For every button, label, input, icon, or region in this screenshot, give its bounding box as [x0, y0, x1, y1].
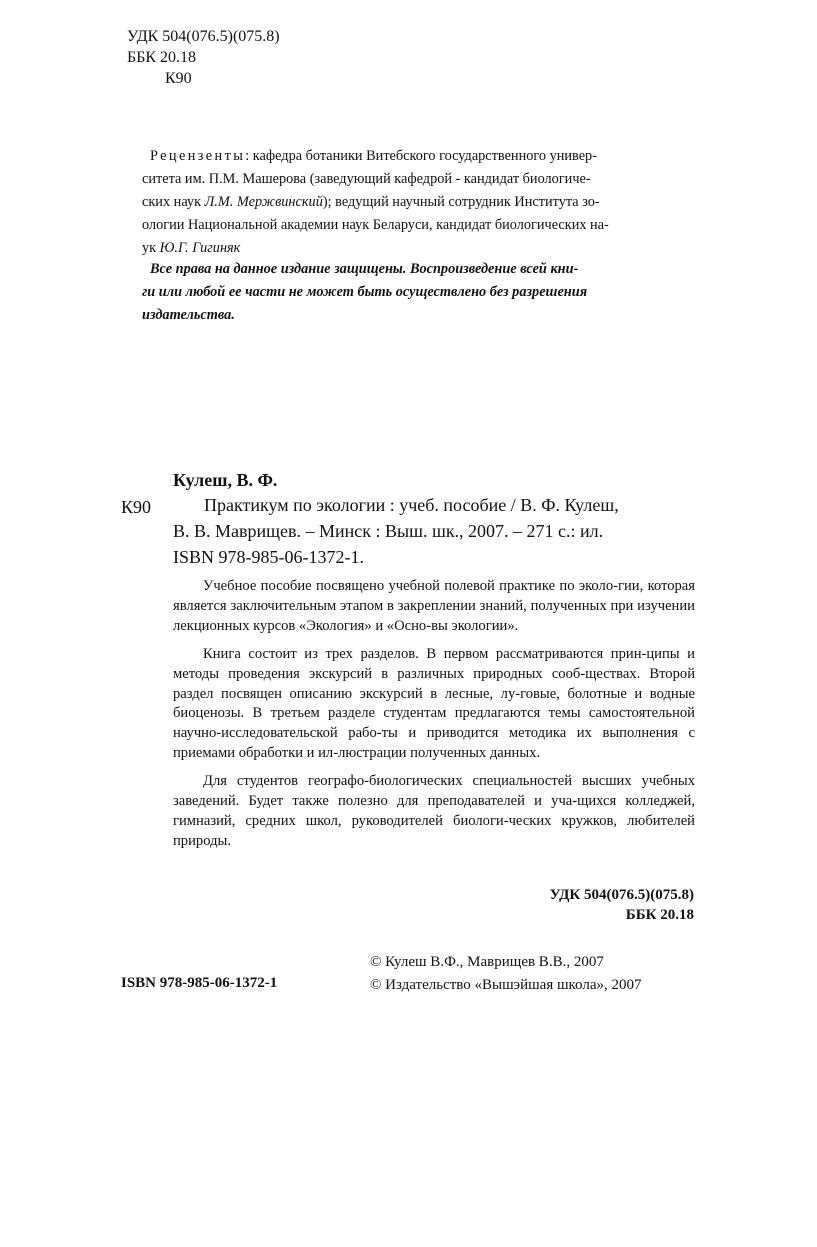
reviewers-line-3a: ских наук: [142, 194, 205, 210]
reviewers-block: [142, 145, 695, 260]
copyright-block: [370, 951, 642, 997]
annotation-paragraph-1: Учебное пособие посвящено учебной полевой практике по эколо-гии, которая является заключительным этапом в закреплении знаний, полученных при изучении лекционных курсов «Экология» и «Осно-вы экологии».: [173, 578, 695, 634]
footer-udk: УДК 504(076.5)(075.8): [549, 887, 694, 903]
reviewers-line-1: : кафедра ботаники Витебского государственного универ-: [245, 148, 597, 164]
reviewer-name-2: Ю.Г. Гигиняк: [159, 240, 241, 256]
reviewers-line-5a: ук: [142, 240, 160, 256]
rights-line-2: ги или любой ее части не может быть осуществлено без разрешения: [142, 284, 588, 300]
reviewers-line-3b: ); ведущий научный сотрудник Института зо-: [322, 194, 600, 210]
author-mark: К90: [165, 70, 192, 87]
reviewers-line-4: ологии Национальной академии наук Беларуси, кандидат биологических на-: [142, 217, 609, 233]
rights-notice: [142, 258, 695, 327]
footer-isbn: ISBN 978-985-06-1372-1: [121, 975, 278, 991]
copyright-authors: © Кулеш В.Ф., Маврищев В.В., 2007: [370, 954, 604, 970]
annotation-paragraph-3: Для студентов географо-биологических специальностей высших учебных заведений. Будет также полезно для преподавателей и уча-щихся колледжей, гимназий, средних школ, руководителей биологи-ческих кружков, любителей природы.: [173, 773, 695, 849]
bbk-code: ББК 20.18: [127, 49, 197, 66]
reviewers-line-2: ситета им. П.М. Машерова (заведующий кафедрой - кандидат биологиче-: [142, 171, 591, 187]
classification-codes: [127, 26, 280, 89]
bibliographic-description: [173, 492, 693, 570]
copyright-publisher: © Издательство «Вышэйшая школа», 2007: [370, 977, 642, 993]
rights-line-3: издательства.: [142, 307, 235, 323]
catalog-code: К90: [121, 497, 152, 517]
biblio-line-3: ISBN 978-985-06-1372-1.: [173, 547, 364, 567]
rights-line-1: Все права на данное издание защищены. Воспроизведение всей кни-: [150, 261, 579, 277]
catalog-author: Кулеш, В. Ф.: [173, 470, 278, 490]
biblio-line-1: Практикум по экологии : учеб. пособие / В. Ф. Кулеш,: [204, 495, 619, 515]
annotation-paragraph-2: Книга состоит из трех разделов. В первом рассматриваются прин-ципы и методы проведения экскурсий в различных природных сооб-ществах. Второй раздел посвящен описанию экскурсий в лесные, лу-говые, болотные и водные биоценозы. В третьем разделе студентам предлагаются темы самостоятельной научно-исследовательской рабо-ты и приводится методика их выполнения с приемами обработки и ил-люстрации полученных данных.: [173, 645, 695, 762]
footer-codes: [440, 885, 694, 925]
udk-code: УДК 504(076.5)(075.8): [127, 28, 280, 45]
footer-bbk: ББК 20.18: [625, 907, 694, 923]
reviewer-name-1: Л.М. Мержвинский: [204, 194, 323, 210]
annotation: [173, 577, 695, 860]
biblio-line-2: В. В. Маврищев. – Минск : Выш. шк., 2007. – 271 с.: ил.: [173, 521, 604, 541]
reviewers-label: Рецензенты: [150, 148, 246, 164]
